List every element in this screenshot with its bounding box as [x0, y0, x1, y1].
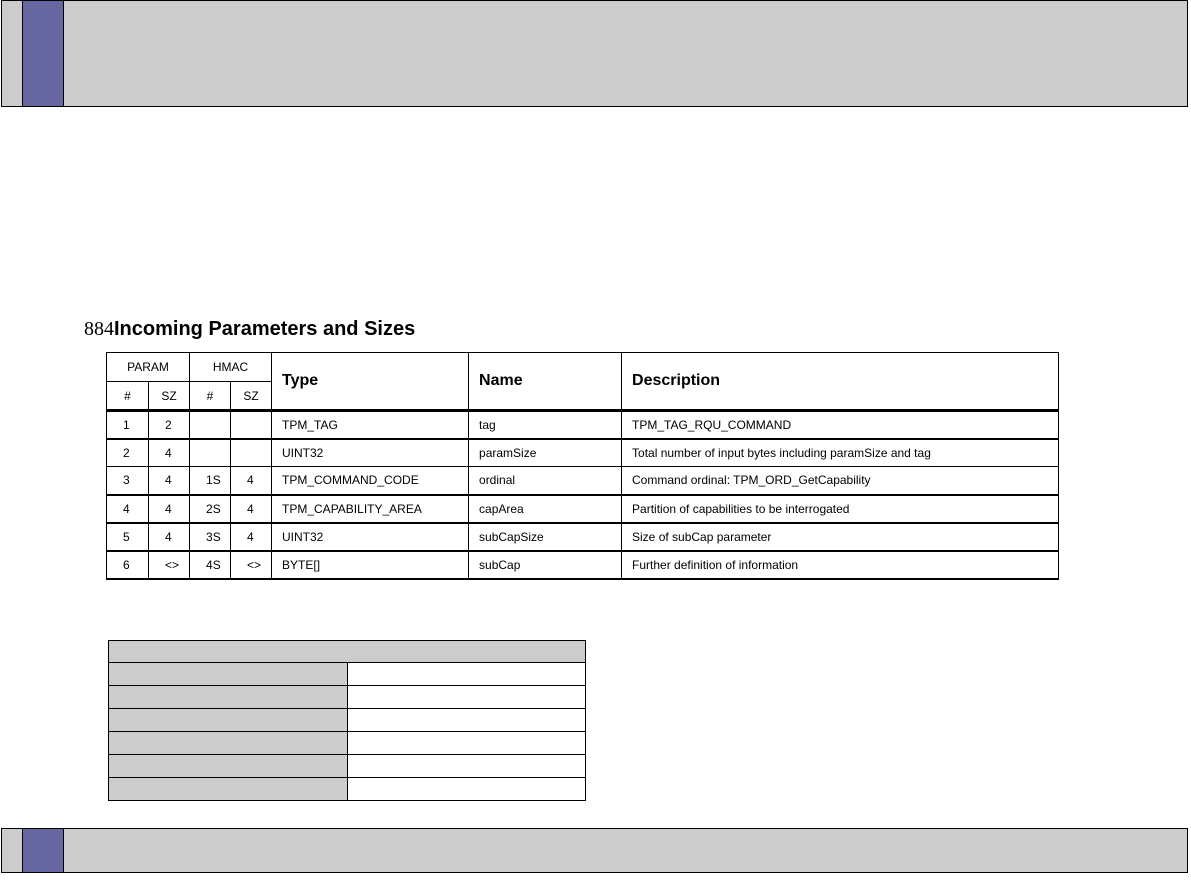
type-cell: UINT32: [272, 439, 469, 467]
blank-value-cell: [347, 755, 586, 778]
blank-label-cell: [109, 663, 348, 686]
blank-table-row: [109, 732, 586, 755]
section-heading: [84, 316, 415, 342]
table-row: [107, 467, 1059, 495]
type-column-header: Type: [272, 353, 469, 411]
param-num-cell: 4: [107, 495, 149, 523]
param-num-cell: 1: [107, 411, 149, 439]
name-cell: subCapSize: [469, 523, 622, 551]
description-cell: Size of subCap parameter: [622, 523, 1059, 551]
table-row: [107, 411, 1059, 439]
hmac-group-header: HMAC: [190, 353, 272, 382]
blank-table-row: [109, 663, 586, 686]
blank-form-table: [108, 640, 586, 801]
blank-table-row: [109, 709, 586, 732]
hmac-num-cell: 4S: [190, 551, 231, 579]
name-cell: ordinal: [469, 467, 622, 495]
table-row: [107, 523, 1059, 551]
param-num-header: #: [107, 382, 149, 411]
hmac-size-header: SZ: [231, 382, 272, 411]
blank-value-cell: [347, 709, 586, 732]
incoming-parameters-table: [106, 352, 1059, 580]
blank-label-cell: [109, 732, 348, 755]
table-row: [107, 439, 1059, 467]
hmac-num-cell: 1S: [190, 467, 231, 495]
param-num-cell: 6: [107, 551, 149, 579]
blank-table-row: [109, 686, 586, 709]
hmac-num-cell: [190, 439, 231, 467]
heading-number: 884: [84, 318, 114, 340]
hmac-num-cell: [190, 411, 231, 439]
hmac-size-cell: 4: [231, 523, 272, 551]
type-cell: BYTE[]: [272, 551, 469, 579]
description-cell: Partition of capabilities to be interrogated: [622, 495, 1059, 523]
blank-label-cell: [109, 755, 348, 778]
param-size-header: SZ: [149, 382, 190, 411]
description-cell: Total number of input bytes including paramSize and tag: [622, 439, 1059, 467]
description-cell: TPM_TAG_RQU_COMMAND: [622, 411, 1059, 439]
hmac-size-cell: [231, 439, 272, 467]
type-cell: TPM_COMMAND_CODE: [272, 467, 469, 495]
name-cell: tag: [469, 411, 622, 439]
table-row: [107, 495, 1059, 523]
hmac-size-cell: 4: [231, 495, 272, 523]
blank-label-cell: [109, 709, 348, 732]
param-group-header: PARAM: [107, 353, 190, 382]
name-cell: capArea: [469, 495, 622, 523]
type-cell: UINT32: [272, 523, 469, 551]
blank-value-cell: [347, 663, 586, 686]
description-column-header: Description: [622, 353, 1059, 411]
type-cell: TPM_CAPABILITY_AREA: [272, 495, 469, 523]
param-size-cell: 4: [149, 523, 190, 551]
bottom-footer-band: [1, 828, 1188, 873]
blank-table-row: [109, 755, 586, 778]
param-size-cell: 4: [149, 467, 190, 495]
name-column-header: Name: [469, 353, 622, 411]
blank-label-cell: [109, 778, 348, 801]
heading-title: Incoming Parameters and Sizes: [114, 318, 416, 340]
table-row: [107, 551, 1059, 579]
param-size-cell: 4: [149, 495, 190, 523]
param-size-cell: 4: [149, 439, 190, 467]
param-num-cell: 5: [107, 523, 149, 551]
blank-value-cell: [347, 732, 586, 755]
hmac-size-cell: <>: [231, 551, 272, 579]
top-header-band: [1, 0, 1188, 107]
param-num-cell: 3: [107, 467, 149, 495]
param-size-cell: 2: [149, 411, 190, 439]
param-size-cell: <>: [149, 551, 190, 579]
name-cell: paramSize: [469, 439, 622, 467]
footer-accent-block: [22, 829, 64, 872]
description-cell: Further definition of information: [622, 551, 1059, 579]
hmac-num-header: #: [190, 382, 231, 411]
blank-value-cell: [347, 778, 586, 801]
description-cell: Command ordinal: TPM_ORD_GetCapability: [622, 467, 1059, 495]
param-num-cell: 2: [107, 439, 149, 467]
hmac-size-cell: 4: [231, 467, 272, 495]
blank-table-header: [109, 641, 586, 663]
hmac-size-cell: [231, 411, 272, 439]
blank-table-row: [109, 778, 586, 801]
blank-value-cell: [347, 686, 586, 709]
blank-label-cell: [109, 686, 348, 709]
name-cell: subCap: [469, 551, 622, 579]
header-accent-block: [22, 1, 64, 106]
hmac-num-cell: 3S: [190, 523, 231, 551]
hmac-num-cell: 2S: [190, 495, 231, 523]
type-cell: TPM_TAG: [272, 411, 469, 439]
